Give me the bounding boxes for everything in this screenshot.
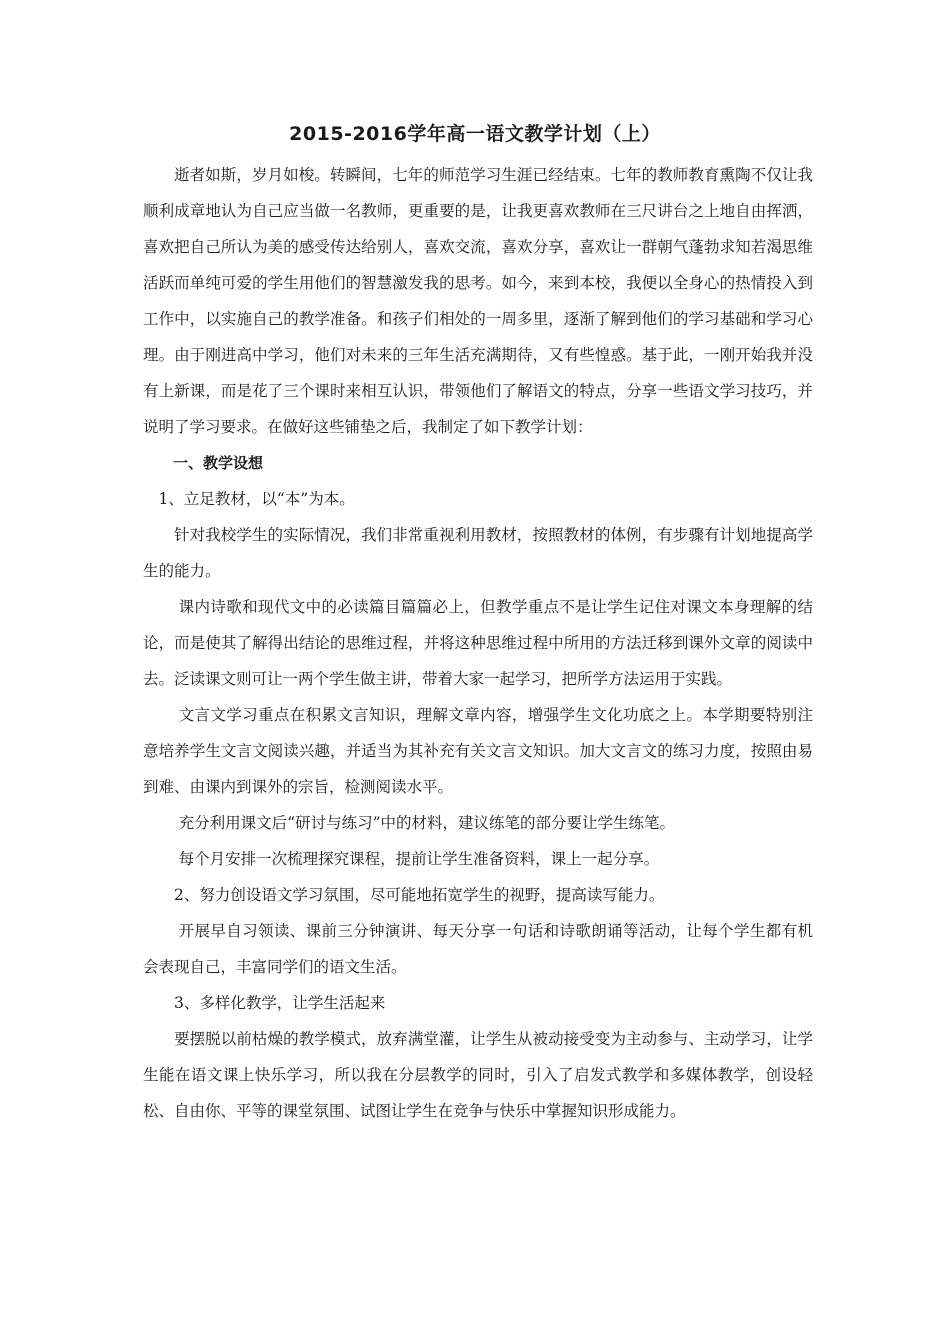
- document-title: 2015-2016学年高一语文教学计划（上）: [289, 123, 661, 145]
- item-2-heading: 2、努力创设语文学习氛围，尽可能地拓宽学生的视野，提高读写能力。: [174, 886, 665, 904]
- section-heading-teaching-ideas: 一、教学设想: [173, 454, 264, 472]
- item-3-heading: 3、多样化教学，让学生活起来: [174, 994, 386, 1012]
- item-1-heading: 1、立足教材，以“本”为本。: [158, 490, 355, 508]
- intro-paragraph: 逝者如斯，岁月如梭。转瞬间，七年的师范学习生涯已经结束。七年的教师教育熏陶不仅让我顺利成章地认为自己应当做一名教师，更重要的是，让我更喜欢教师在三尺讲台之上地自由挥洒，喜欢把自己所认为美的感受传达给别人，喜欢交流，喜欢分享，喜欢让一群朝气蓬勃求知若渴思维活跃而单纯可爱的学生用他们的智慧激发我的思考。如今，来到本校，我便以全身心的热情投入到工作中，以实施自己的教学准备。和孩子们相处的一周多里，逐渐了解到他们的学习基础和学习心理。由于刚进高中学习，他们对未来的三年生活充满期待，又有些惶惑。基于此，一刚开始我并没有上新课，而是花了三个课时来相互认识，带领他们了解语文的特点，分享一些语文学习技巧，并说明了学习要求。在做好这些铺垫之后，我制定了如下教学计划：: [143, 166, 813, 436]
- item-1-paragraph-4: 充分利用课文后“研讨与练习”中的材料，建议练笔的部分要让学生练笔。: [178, 814, 675, 832]
- document-body: [143, 157, 813, 1129]
- item-3-paragraph-1: 要摆脱以前枯燥的教学模式，放弃满堂灌，让学生从被动接受变为主动参与、主动学习，让学生能在语文课上快乐学习，所以我在分层教学的同时，引入了启发式教学和多媒体教学，创设轻松、自由你、平等的课堂氛围、试图让学生在竞争与快乐中掌握知识形成能力。: [143, 1030, 813, 1120]
- item-1-paragraph-3: 文言文学习重点在积累文言知识，理解文章内容，增强学生文化功底之上。本学期要特别注意培养学生文言文阅读兴趣，并适当为其补充有关文言文知识。加大文言文的练习力度，按照由易到难、由课内到课外的宗旨，检测阅读水平。: [143, 706, 813, 796]
- item-1-paragraph-5: 每个月安排一次梳理探究课程，提前让学生准备资料，课上一起分享。: [178, 850, 660, 868]
- item-1-paragraph-2: 课内诗歌和现代文中的必读篇目篇篇必上，但教学重点不是让学生记住对课文本身理解的结论，而是使其了解得出结论的思维过程，并将这种思维过程中所用的方法迁移到课外文章的阅读中去。泛读课文则可让一两个学生做主讲，带着大家一起学习，把所学方法运用于实践。: [143, 598, 813, 688]
- item-1-paragraph-1: 针对我校学生的实际情况，我们非常重视利用教材，按照教材的体例，有步骤有计划地提高学生的能力。: [143, 526, 813, 580]
- item-2-paragraph-1: 开展早自习领读、课前三分钟演讲、每天分享一句话和诗歌朗诵等活动，让每个学生都有机会表现自己，丰富同学们的语文生活。: [143, 922, 813, 976]
